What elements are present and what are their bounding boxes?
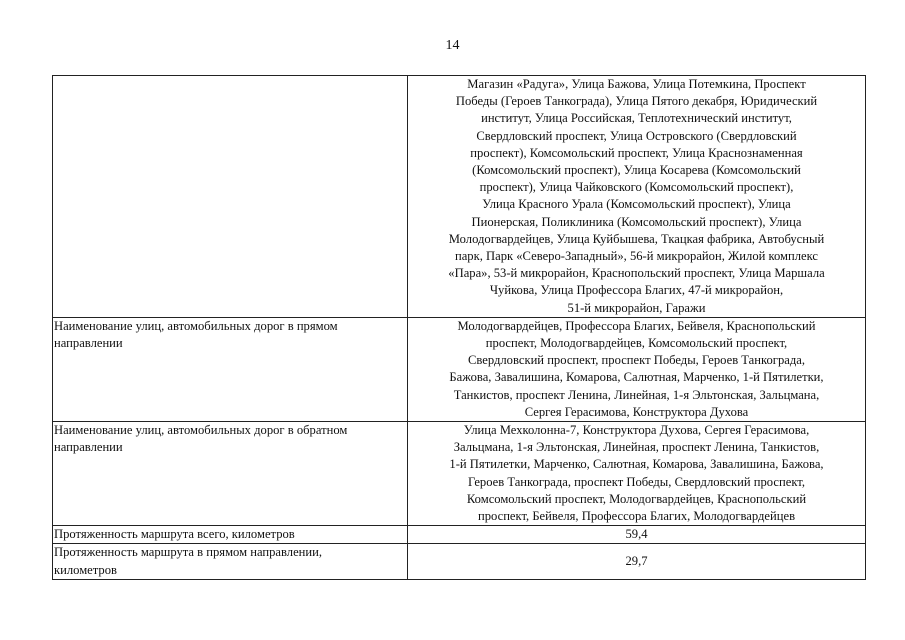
- label-cell-forward-length: Протяженность маршрута в прямом направлении, километров: [53, 544, 408, 579]
- label-cell-reverse-streets: Наименование улиц, автомобильных дорог в обратном направлении: [53, 422, 408, 526]
- label-cell-total-length: Протяженность маршрута всего, километров: [53, 526, 408, 544]
- value-cell-forward-streets: Молодогвардейцев, Профессора Благих, Бейвеля, Краснопольский проспект, Молодогвардейцев, Комсомольский проспект, Свердловский проспект, проспект Победы, Героев Танкограда, Бажова, Завалишина, Комарова, Салютная, Марченко, 1-й Пятилетки, Танкистов, проспект Ленина, Линейная, 1-я Эльтонская, Зальцмана, Сергея Герасимова, Конструктора Духова: [408, 317, 866, 421]
- table-row-stops: [53, 76, 866, 318]
- value-cell-forward-length: 29,7: [408, 544, 866, 579]
- table-row-forward-length: [53, 544, 866, 579]
- table-row-forward-streets: [53, 317, 866, 421]
- value-cell-total-length: 59,4: [408, 526, 866, 544]
- value-cell-reverse-streets: Улица Мехколонна-7, Конструктора Духова, Сергея Герасимова, Зальцмана, 1-я Эльтонская, Линейная, проспект Ленина, Танкистов, 1-й Пятилетки, Марченко, Салютная, Комарова, Завалишина, Бажова, Героев Танкограда, проспект Победы, Свердловский проспект, Комсомольский проспект, Молодогвардейцев, Краснопольский проспект, Бейвеля, Профессора Благих, Молодогвардейцев: [408, 422, 866, 526]
- label-cell-stops: [53, 76, 408, 318]
- route-table: [52, 75, 866, 580]
- table-row-reverse-streets: [53, 422, 866, 526]
- table-row-total-length: [53, 526, 866, 544]
- label-cell-forward-streets: Наименование улиц, автомобильных дорог в прямом направлении: [53, 317, 408, 421]
- value-cell-stops: Магазин «Радуга», Улица Бажова, Улица Потемкина, Проспект Победы (Героев Танкограда), Улица Пятого декабря, Юридический институт, Улица Российская, Теплотехнический институт, Свердловский проспект, Улица Островского (Свердловский проспект), Комсомольский проспект, Улица Краснознаменная (Комсомольский проспект), Улица Косарева (Комсомольский проспект), Улица Чайковского (Комсомольский проспект), Улица Красного Урала (Комсомольский проспект), Улица Пионерская, Поликлиника (Комсомольский проспект), Улица Молодогвардейцев, Улица Куйбышева, Ткацкая фабрика, Автобусный парк, Парк «Северо-Западный», 56-й микрорайон, Жилой комплекс «Пара», 53-й микрорайон, Краснопольский проспект, Улица Маршала Чуйкова, Улица Профессора Благих, 47-й микрорайон, 51-й микрорайон, Гаражи: [408, 76, 866, 318]
- page-number: 14: [445, 38, 460, 53]
